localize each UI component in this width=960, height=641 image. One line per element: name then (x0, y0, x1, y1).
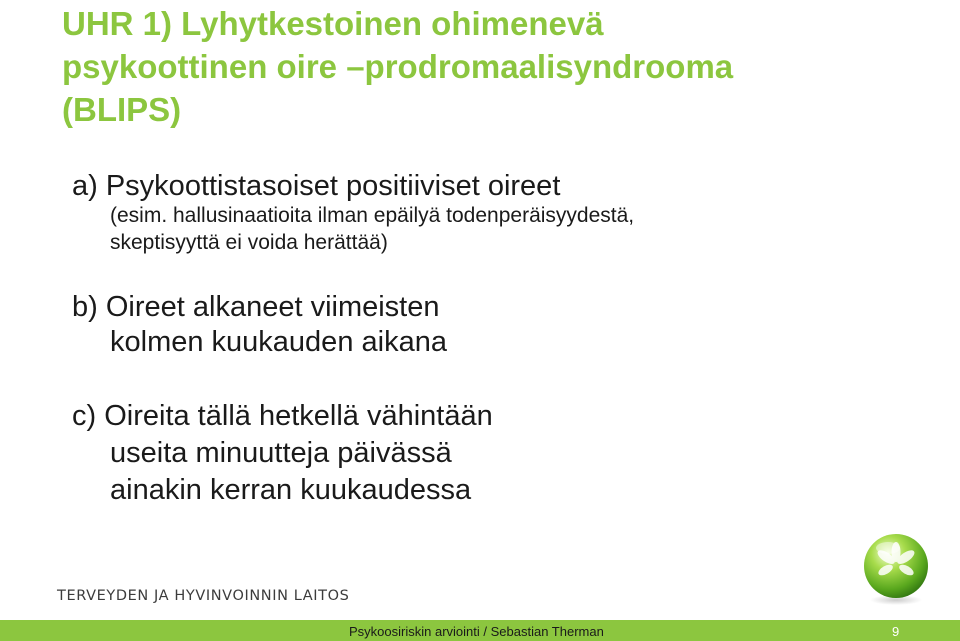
slide-title (62, 2, 942, 131)
item-b-line: b) Oireet alkaneet viimeisten (72, 291, 440, 323)
slide-content (72, 168, 932, 509)
item-c-line: ainakin kerran kuukaudessa (110, 474, 472, 506)
item-b (72, 290, 932, 360)
item-b-line: kolmen kuukauden aikana (110, 326, 447, 358)
item-c (72, 398, 932, 509)
title-line: (BLIPS) (62, 91, 182, 128)
page-number: 9 (892, 624, 900, 639)
organization-logo-text: TERVEYDEN JA HYVINVOINNIN LAITOS (57, 588, 350, 604)
item-a-detail (72, 202, 932, 256)
title-line: UHR 1) Lyhytkestoinen ohimenevä (62, 5, 604, 42)
item-a-detail-line: skeptisyyttä ei voida herättää) (110, 231, 388, 254)
green-leaf-sphere-icon (858, 530, 934, 606)
item-c-line: useita minuutteja päivässä (110, 437, 452, 469)
footer-text: Psykoosiriskin arviointi / Sebastian Therman (349, 624, 604, 639)
item-c-line: c) Oireita tällä hetkellä vähintään (72, 400, 493, 432)
title-line: psykoottinen oire –prodromaalisyndrooma (62, 48, 734, 85)
item-a-detail-line: (esim. hallusinaatioita ilman epäilyä todenperäisyydestä, (110, 204, 635, 227)
item-a-label: a) Psykoottistasoiset positiiviset oireet (72, 170, 561, 202)
